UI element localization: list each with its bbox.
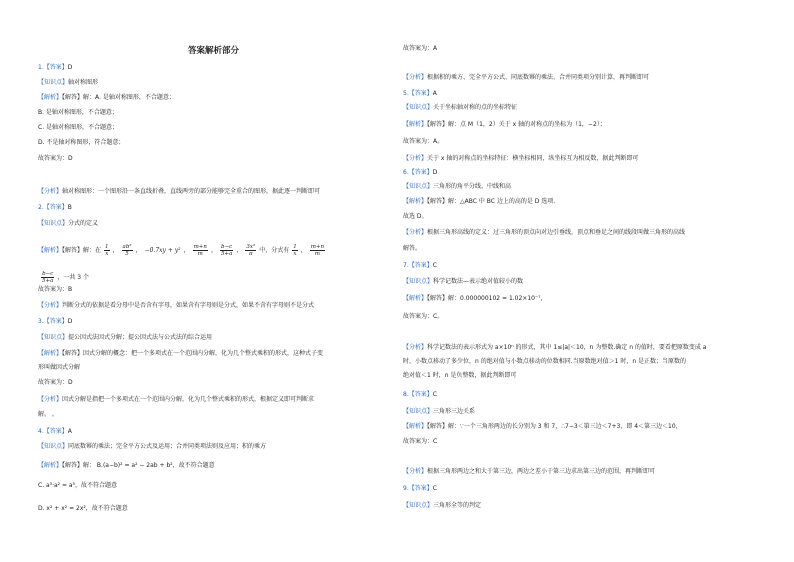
text-line [38, 462, 215, 470]
separator: ， [112, 247, 119, 254]
separator: ， [183, 247, 190, 254]
line-text: D [67, 64, 73, 71]
fraction-numerator: m+n [310, 244, 325, 250]
line-text: 【解答】因式分解的概念：把一个多项式在一个范围内分解，化为几个整式乘积的形式，这种式子变 [62, 350, 324, 357]
text-line [403, 313, 443, 321]
line-text: 科学记数法的表示形式为 a×10ⁿ 的形式，其中 1≤|a|＜10，n 为整数.确定 n 的值时，要看把原数变成 a [427, 344, 707, 351]
line-text: 解。 。 [38, 411, 58, 418]
line-text: D [432, 169, 438, 176]
text-line [403, 198, 555, 206]
text-line [403, 121, 606, 129]
fraction-numerator: ab² [122, 244, 132, 250]
line-text: ，一共 3 个 [57, 274, 90, 281]
section-tag: 【解析】 [38, 462, 63, 469]
text-line [403, 229, 685, 237]
text-line [403, 104, 517, 112]
line-text: C [432, 262, 437, 269]
line-text: 【解答】解：在 [62, 247, 102, 254]
text-line [38, 109, 118, 117]
text-line [403, 502, 481, 510]
section-tag: 【分析】 [38, 302, 63, 309]
math-expression [104, 244, 110, 257]
section-tag: 【分析】 [403, 74, 428, 81]
section-tag: 【解析】 [403, 121, 428, 128]
fraction-denominator: 5+a [42, 278, 54, 284]
line-text: C. a³·a² = a⁵，故不符合题意 [38, 482, 117, 489]
line-text: 中，分式有 [259, 247, 290, 254]
fraction-numerator: 3x² [246, 244, 256, 250]
line-text: D. 不是轴对称图形，符合题意； [38, 139, 125, 146]
section-tag: 7.【答案】 [403, 262, 433, 269]
text-line [403, 74, 649, 82]
text-line [38, 505, 128, 513]
line-text: A [67, 428, 72, 435]
text-line [38, 286, 72, 294]
line-text: 因式分解是指把一个多项式在一个范围内分解，化为几个整式乘积的形式，根据定义即可判断求 [62, 396, 315, 403]
text-line [38, 443, 266, 451]
section-tag: 【知识点】 [403, 104, 434, 111]
fraction-denominator: x [293, 251, 297, 257]
text-line [403, 468, 655, 476]
line-text: 三角形的角平分线、中线和高 [433, 183, 512, 190]
fraction-denominator: π [248, 251, 253, 257]
text-line [38, 379, 73, 387]
line-text: 根据积的乘方、完全平方公式、同底数幂的乘法、合并同类项分别计算，再判断即可 [427, 74, 650, 81]
fraction-denominator: m [197, 251, 203, 257]
line-text: A [432, 90, 437, 97]
line-text: 【解答】解：△ABC 中 BC 边上的高的是 D 选项. [427, 198, 556, 205]
line-text: B [67, 204, 72, 211]
math-expression [292, 244, 298, 257]
text-line [403, 213, 428, 221]
text-line [38, 411, 58, 419]
text-line [38, 428, 72, 436]
text-line [403, 245, 421, 253]
separator: ， [210, 247, 217, 254]
line-text: D [67, 318, 73, 325]
text-line [38, 350, 323, 358]
line-text: 分式的定义 [68, 220, 99, 227]
text-line [403, 183, 511, 191]
line-text: 绝对值＜1 时，n 是负整数，据此判断即可 [403, 372, 517, 379]
line-text: 【解答】解：点 M（1，2）关于 x 轴的对称点的坐标为（1，−2）； [427, 121, 606, 128]
line-text: 故答案为：C [403, 438, 438, 445]
text-line [38, 220, 98, 228]
line-text: 故答案为：B [38, 286, 73, 293]
section-tag: 【解析】 [403, 198, 428, 205]
fraction-numerator: b−c [42, 271, 54, 277]
text-line [403, 408, 475, 416]
math-expression [245, 244, 256, 257]
line-text: 同底数幂的乘法；完全平方公式及运用；合并同类项法则及应用；积的乘方 [68, 443, 267, 450]
line-text: C [432, 391, 437, 398]
text-line [38, 139, 124, 147]
section-tag: 【分析】 [403, 155, 428, 162]
fraction-denominator: 5 [125, 251, 129, 257]
line-text: 三角形全等的判定 [433, 502, 482, 509]
line-text: 故答案为：A [403, 45, 438, 52]
math-expression [41, 271, 54, 284]
section-tag: 【知识点】 [403, 408, 434, 415]
line-text: 故答案为：C。 [403, 313, 444, 320]
line-text: 轴对称图形 [68, 79, 99, 86]
section-tag: 【分析】 [38, 396, 63, 403]
section-tag: 2.【答案】 [38, 204, 68, 211]
text-line [38, 188, 320, 196]
section-tag: 【分析】 [403, 344, 428, 351]
text-line [38, 155, 73, 163]
math-expression: −0.7xy + y² [144, 247, 181, 254]
separator: ， [300, 247, 307, 254]
text-line [403, 169, 437, 177]
section-tag: 【解析】 [38, 247, 63, 254]
text-line [38, 204, 72, 212]
text-line [38, 79, 98, 87]
fraction-denominator: 5+a [220, 251, 233, 257]
math-expression [220, 244, 233, 257]
section-tag: 3.【答案】 [38, 318, 68, 325]
line-text: 故答案为：D [38, 379, 73, 386]
text-line [403, 372, 516, 380]
right-page [403, 0, 765, 562]
section-tag: 【知识点】 [38, 443, 69, 450]
section-tag: 5.【答案】 [403, 90, 433, 97]
math-expression [310, 244, 325, 257]
text-line [38, 124, 118, 132]
text-line [403, 391, 437, 399]
math-expression [193, 244, 208, 257]
math-expression [122, 244, 133, 257]
line-text: B. 是轴对称图形，不合题意； [38, 109, 118, 116]
separator: ， [135, 247, 142, 254]
text-line [38, 364, 80, 372]
line-text: 时，小数点移动了多少位，n 的绝对值与小数点移动的位数相同.当原数绝对值＞1 时，n 是正数；当原数的 [403, 358, 687, 365]
section-tag: 【分析】 [403, 468, 428, 475]
text-line [38, 334, 212, 342]
section-tag: 【解析】 [403, 295, 428, 302]
line-text: 根据三角形两边之和大于第三边，两边之差小于第三边求出第三边的范围，再判断即可 [427, 468, 656, 475]
section-tag: 【知识点】 [38, 79, 69, 86]
line-text: 三角形三边关系 [433, 408, 476, 415]
text-line [403, 485, 437, 493]
section-tag: 【分析】 [38, 188, 63, 195]
text-line [38, 482, 117, 490]
text-line [38, 64, 72, 72]
fraction-numerator: 1 [105, 244, 109, 250]
text-line [403, 423, 682, 431]
section-tag: 【知识点】 [403, 278, 434, 285]
fraction-denominator: x [105, 251, 109, 257]
fraction-numerator: b−c [221, 244, 233, 250]
line-text: D. x² + x² = 2x²，故不符合题意 [38, 505, 128, 512]
line-text: 形叫做因式分解 [38, 364, 81, 371]
section-tag: 6.【答案】 [403, 169, 433, 176]
line-text: 关于坐标轴对称的点的坐标特征 [433, 104, 518, 111]
line-text: 故答案为：A。 [403, 138, 444, 145]
separator: ， [236, 247, 243, 254]
section-tag: 【知识点】 [403, 502, 434, 509]
line-text: 轴对称图形：一个图形沿一条直线折叠，直线两旁的部分能够完全重合的图形，据此逐一判断即可 [62, 188, 321, 195]
line-text: 科学记数法—表示绝对值较小的数 [433, 278, 524, 285]
line-text: C. 是轴对称图形，不合题意； [38, 124, 119, 131]
text-line [38, 396, 314, 404]
line-text: 【解答】解：∵一个三角形两边的长分别为 3 和 7，∴7−3＜第三边＜7+3，即 4＜第三边＜10， [427, 423, 682, 430]
section-tag: 【知识点】 [403, 183, 434, 190]
section-tag: 8.【答案】 [403, 391, 433, 398]
text-line [403, 344, 707, 352]
section-tag: 1.【答案】 [38, 64, 68, 71]
line-text: 【解答】解：0.000000102 = 1.02×10⁻⁷， [427, 295, 547, 302]
line-text: 判断分式的依据是看分母中是否含有字母，如果含有字母则是分式，如果不含有字母则不是分式 [62, 302, 315, 309]
text-line [403, 358, 686, 366]
text-line [403, 438, 437, 446]
line-text: 故选 D。 [403, 213, 428, 220]
text-line [403, 138, 443, 146]
text-line [403, 45, 437, 53]
line-text: 故答案为：D [38, 155, 73, 162]
fraction-denominator: m [314, 251, 321, 257]
section-tag: 【解析】 [403, 423, 428, 430]
text-line [403, 155, 638, 163]
left-page [38, 0, 400, 562]
text-line [38, 302, 314, 310]
text-line [403, 278, 523, 286]
text-line [38, 271, 89, 284]
section-tag: 【解析】 [38, 94, 63, 101]
text-line [38, 244, 328, 257]
line-text: C [432, 485, 437, 492]
section-tag: 【解析】 [38, 350, 63, 357]
fraction-numerator: 1 [293, 244, 297, 250]
line-text: 【解答】解：A. 是轴对称图形，不合题意； [62, 94, 175, 101]
text-line [38, 94, 175, 102]
fraction-numerator: m+n [193, 244, 207, 250]
page-title: 答案解析部分 [188, 46, 240, 56]
line-text: 关于 x 轴的对称点的坐标特征：横坐标相同，纵坐标互为相反数，据此判断即可 [427, 155, 639, 162]
text-line [403, 262, 437, 270]
line-text: 提公因式法因式分解；提公因式法与公式法的综合运用 [68, 334, 213, 341]
section-tag: 9.【答案】 [403, 485, 433, 492]
line-text: 【解答】解： B.(a−b)² = a² − 2ab + b²，故不符合题意 [62, 462, 215, 469]
section-tag: 4.【答案】 [38, 428, 68, 435]
section-tag: 【分析】 [403, 229, 428, 236]
line-text: 解答。 [403, 245, 422, 252]
text-line [403, 295, 547, 303]
section-tag: 【知识点】 [38, 220, 69, 227]
line-text: 根据三角形高线的定义：过三角形的顶点向对边引垂线，顶点和垂足之间的线段叫做三角形的高线 [427, 229, 686, 236]
section-tag: 【知识点】 [38, 334, 69, 341]
text-line [403, 90, 437, 98]
text-line [38, 318, 72, 326]
